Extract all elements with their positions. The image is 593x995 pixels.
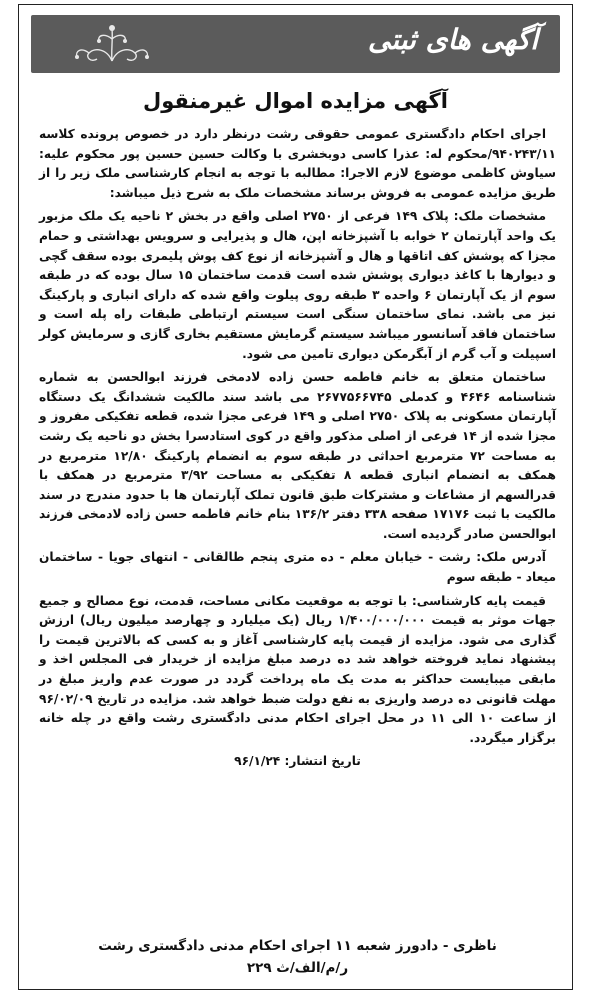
floral-ornament-icon [67,21,157,67]
paragraph-address: آدرس ملک: رشت - خیابان معلم - ده متری پنجم طالقانی - انتهای جویا - ساختمان میعاد - طبقه سوم [39,550,556,585]
signature: ناظری - دادورز شعبه ۱۱ اجرای احکام مدنی دادگستری رشت [98,938,497,954]
notice-title: آگهی مزایده اموال غیرمنقول [143,89,448,113]
paragraph-ownership: ساختمان متعلق به خانم فاطمه حسن زاده لادمخی فرزند ابوالحسن به شماره شناسنامه ۴۶۴۶ و کدملی ۲۶۷۷۵۶۶۷۴۵ می باشد سند مالکیت ششدانگ یک دستگاه آپارتمان مسکونی به پلاک ۲۷۵۰ اصلی و ۱۴۹ فرعی مجزا شده، قطعه تفکیکی مفروز و مجزا شده از ۱۴ فرعی از اصلی مذکور واقع در کوی استادسرا بخش دو ناحیه یک رشت به مساحت ۷۲ مترمربع احداثی در طبقه سوم به انضمام پارکینگ ۱۲/۸۰ مترمربع در همکف به انضمام انباری قطعه ۸ تفکیکی به مساحت ۳/۹۲ مترمربع در همکف با قدرالسهم از مشاعات و مشترکات طبق قانون تملک آپارتمان ها با حدود مندرج در سند مالکیت با ثبت ۱۷۱۷۶ صفحه ۳۳۸ دفتر ۱۳۶/۲ بنام خانم فاطمه حسن زاده لادمخی فرزند ابوالحسن صادر گردیده است. [39,370,557,541]
reference-code: ر/م/الف/ث ۲۲۹ [246,960,349,976]
paragraph-property-specs: مشخصات ملک: پلاک ۱۴۹ فرعی از ۲۷۵۰ اصلی واقع در بخش ۲ ناحیه یک ملک مزبور یک واحد آپارتمان ۲ خوابه با آشپزخانه اپن، هال و پذیرایی و سرویس بهداشتی و حمام مجزا که پوشش کف اتاقها و هال و آشپزخانه از نوع کف پوش پلیمری بوده سقف گچی و دیوارها با کاغذ دیواری پوشش شده است قدمت ساختمان ۱۵ سال بوده که در طبقه سوم از یک آپارتمان ۶ واحده ۳ طبقه روی پیلوت واقع شده که دارای انباری و پارکینگ نیز می باشد. نمای ساختمان سنگی است سیستم ارتباطی طبقات راه پله است و ساختمان فاقد آسانسور میباشد سیستم گرمایش مستقیم بخاری گازی و سرمایش کولر اسپیلت و آب گرم از آبگرمکن دیواری تامین می شود. [39,209,557,361]
banner-title: آگهی های ثبتی [367,23,538,56]
paragraph-price: قیمت پایه کارشناسی: با توجه به موقعیت مکانی مساحت، قدمت، نوع مصالح و جمیع جهات موثر به قیمت ۱/۴۰۰/۰۰۰/۰۰۰ ریال (یک میلیارد و چهارصد میلیون ریال) ارزش گذاری می شود. مزایده از قیمت پایه کارشناسی آغاز و به کسی که بالاترین قیمت را پیشنهاد نماید فروخته خواهد شد ده درصد مبلغ مزایده از خریدار فی المجلس اخذ و مابقی میبایست حداکثر به مدت یک ماه پرداخت گردد در صورت عدم واریز مبلغ در مهلت قانونی ده درصد واریزی به نفع دولت ضبط خواهد شد. مزایده در تاریخ ۹۶/۰۲/۰۹ از ساعت ۱۰ الی ۱۱ در محل اجرای احکام مدنی دادگستری رشت واقع در چله خانه برگزار میگردد. [39,593,557,745]
publish-date: تاریخ انتشار: ۹۶/۱/۲۴ [234,754,361,769]
notice-body [39,125,556,776]
notice-frame [18,4,573,990]
notice-footer [39,935,556,979]
paragraph-intro: اجرای احکام دادگستری عمومی حقوقی رشت درنظر دارد در خصوص پرونده کلاسه ۹۴۰۲۴۳/۱۱/محکوم له: عذرا کاسی دوبخشری با وکالت حسین حسین پور محکوم علیه: سیاوش کاظمی موضوع لازم الاجرا: مطالبه با توجه به انجام کارشناسی ملک زیر را از طریق مزایده عمومی به فروش برساند مشخصات ملک به شرح ذیل میباشد: [39,127,556,200]
header-banner [31,15,560,73]
